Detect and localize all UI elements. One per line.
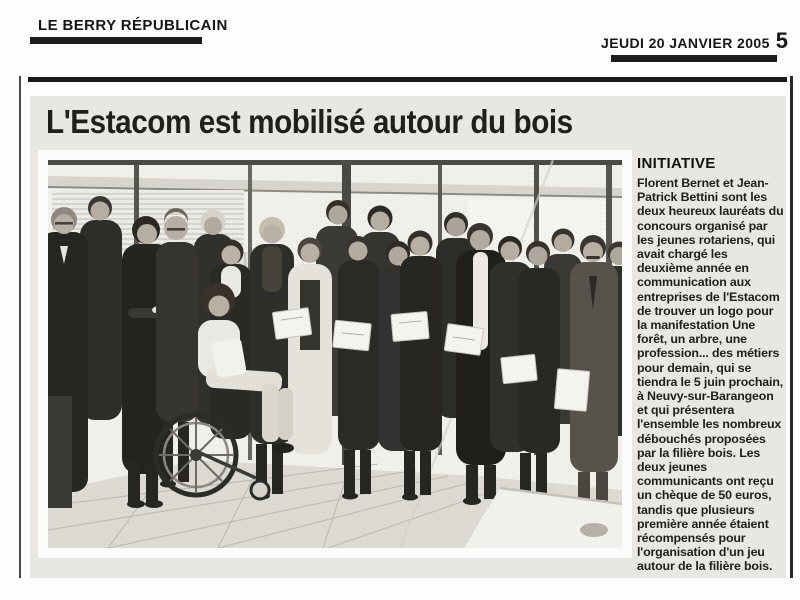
headline: L'Estacom est mobilisé autour du bois xyxy=(46,103,573,140)
right-column-rule xyxy=(790,76,793,578)
dateline-underline-rule xyxy=(611,55,777,62)
group-photo-illustration xyxy=(48,160,622,548)
masthead: LE BERRY RÉPUBLICAIN xyxy=(38,17,228,34)
kicker: INITIATIVE xyxy=(637,155,716,172)
left-column-rule xyxy=(19,76,21,578)
masthead-underline-rule xyxy=(30,37,202,44)
top-horizontal-rule xyxy=(28,77,787,82)
dateline: JEUDI 20 JANVIER 2005 xyxy=(601,35,770,51)
article-body: Florent Bernet et Jean-Patrick Bettini sont les deux heureux lauréats du concours organisé par les jeunes rotariens, qui avait chargé les deuxième année en communication aux entreprises de l'Estacom de trouver un logo pour la manifestation Une forêt, un arbre, une profession... des métiers pour demain, qui se tiendra le 5 juin prochain, à Neuvy-sur-Barangeon et qui présentera l'ensemble les nombreux débouchés proposées par la filière bois. Les deux jeunes communicants ont reçu un chèque de 50 euros, tandis que plusieurs première année étaient récompensés pour l'organisation d'un jeu autour de la filière bois. xyxy=(637,176,784,574)
page-number: 5 xyxy=(775,28,788,53)
dateline-block xyxy=(601,28,788,54)
group-photo xyxy=(38,150,632,558)
